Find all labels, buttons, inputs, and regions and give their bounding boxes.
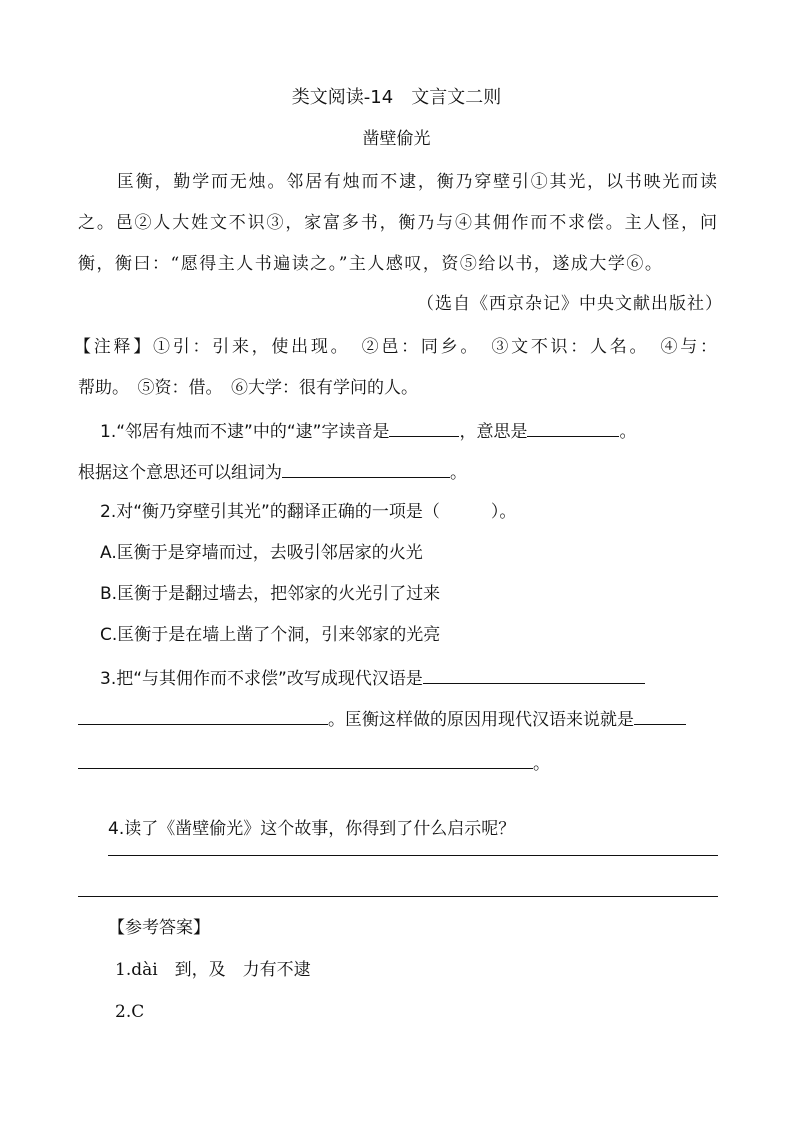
answer-line[interactable] (78, 896, 718, 897)
passage-line: 之。邑②人大姓文不识③，家富多书，衡乃与④其佣作而不求偿。主人怪，问 (78, 213, 717, 233)
passage-line: 匡衡，勤学而无烛。邻居有烛而不逮，衡乃穿壁引①其光，以书映光而读 (117, 172, 717, 192)
answer-blank[interactable] (423, 665, 645, 684)
question-3-text: 。 (533, 754, 550, 774)
question-1 (100, 418, 636, 444)
question-1-text: 。 (619, 422, 637, 442)
answer-blank[interactable] (527, 418, 619, 437)
answer-blank[interactable] (78, 706, 328, 725)
question-3 (100, 665, 645, 691)
answer-blank[interactable] (634, 706, 686, 725)
question-1-text: 1.“邻居有烛而不逮”中的“逮”字读音是 (100, 422, 390, 442)
passage-title: 凿壁偷光 (362, 129, 431, 149)
answer-1: 1.dài 到，及 力有不逮 (115, 960, 311, 980)
question-4: 4.读了《凿壁偷光》这个故事，你得到了什么启示呢？ (108, 819, 516, 839)
answer-key-header: 【参考答案】 (108, 918, 210, 938)
question-1-text: 根据这个意思还可以组词为 (78, 463, 282, 483)
answer-blank[interactable] (282, 459, 450, 478)
passage-source: （选自《西京杂记》中央文献出版社） (417, 294, 723, 314)
question-1-text: 。 (450, 463, 467, 483)
option-c: C.匡衡于是在墙上凿了个洞，引来邻家的光亮 (100, 625, 441, 645)
answer-blank[interactable] (389, 418, 459, 437)
answer-blank[interactable] (78, 750, 533, 769)
question-1-text: ，意思是 (459, 422, 528, 442)
answer-line[interactable] (108, 855, 718, 856)
passage-line: 衡，衡曰：“愿得主人书遍读之。”主人感叹，资⑤给以书，遂成大学⑥。 (78, 254, 664, 274)
answer-2: 2.C (115, 1002, 145, 1022)
option-b: B.匡衡于是翻过墙去，把邻家的火光引了过来 (100, 584, 441, 604)
option-a: A.匡衡于是穿墙而过，去吸引邻居家的火光 (100, 543, 423, 563)
question-3-text: 。匡衡这样做的原因用现代汉语来说就是 (328, 710, 634, 730)
question-2: 2.对“衡乃穿壁引其光”的翻译正确的一项是（ ）。 (100, 502, 517, 522)
notes-line: 帮助。 ⑤资：借。 ⑥大学：很有学问的人。 (78, 378, 418, 398)
question-3-text: 3.把“与其佣作而不求偿”改写成现代汉语是 (100, 669, 423, 689)
notes-line: 【注释】①引：引来，使出现。 ②邑：同乡。 ③文不识：人名。 ④与： (74, 337, 717, 357)
page-title: 类文阅读-14 文言文二则 (291, 87, 502, 108)
